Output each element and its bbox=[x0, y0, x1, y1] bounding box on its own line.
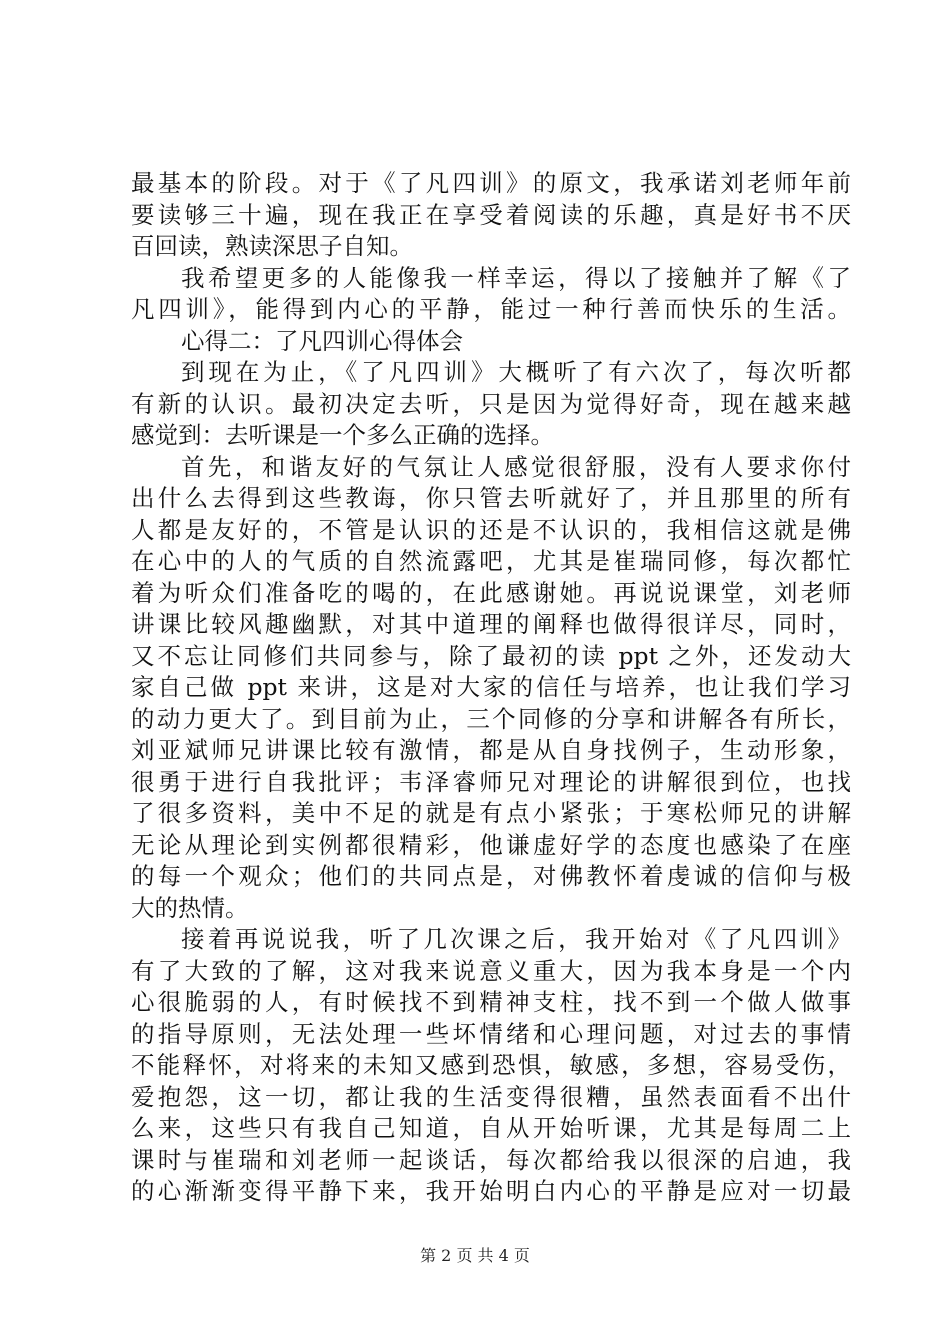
text-line: 接着再说说我，听了几次课之后，我开始对《了凡四训》 bbox=[181, 925, 851, 953]
text-line: 出什么去得到这些教诲，你只管去听就好了，并且那里的所有 bbox=[131, 484, 851, 512]
text-line: 的动力更大了。到目前为止，三个同修的分享和讲解各有所长， bbox=[131, 704, 851, 733]
text-line: 心很脆弱的人，有时候找不到精神支柱，找不到一个做人做事 bbox=[131, 988, 851, 1016]
text-line: 凡四训》，能得到内心的平静，能过一种行善而快乐的生活。 bbox=[131, 295, 851, 323]
text-line: 了很多资料，美中不足的就是有点小紧张；于寒松师兄的讲解 bbox=[131, 799, 851, 827]
text-line: 有了大致的了解，这对我来说意义重大，因为我本身是一个内 bbox=[131, 956, 851, 985]
page-number-footer: 第 2 页 共 4 页 bbox=[420, 1246, 530, 1265]
document-body bbox=[131, 168, 851, 1208]
text-line: 大的热情。 bbox=[131, 893, 249, 922]
text-line: 刘亚斌师兄讲课比较有激情，都是从自身找例子，生动形象， bbox=[131, 736, 851, 764]
text-line: 最基本的阶段。对于《了凡四训》的原文，我承诺刘老师年前 bbox=[131, 169, 851, 197]
text-line: 讲课比较风趣幽默，对其中道理的阐释也做得很详尽，同时， bbox=[131, 610, 851, 638]
text-line: 爱抱怨，这一切，都让我的生活变得很糟，虽然表面看不出什 bbox=[131, 1082, 851, 1111]
text-line: 人都是友好的，不管是认识的还是不认识的，我相信这就是佛 bbox=[131, 515, 851, 544]
text-line: 么来，这些只有我自己知道，自从开始听课，尤其是每周二上 bbox=[131, 1114, 851, 1142]
text-line: 很勇于进行自我批评；韦泽睿师兄对理论的讲解很到位，也找 bbox=[131, 767, 851, 796]
text-line: 在心中的人的气质的自然流露吧，尤其是崔瑞同修，每次都忙 bbox=[131, 547, 851, 575]
text-line: 家自己做 ppt 来讲，这是对大家的信任与培养，也让我们学习 bbox=[131, 673, 851, 701]
text-line: 课时与崔瑞和刘老师一起谈话，每次都给我以很深的启迪，我 bbox=[131, 1145, 851, 1174]
text-line: 百回读，熟读深思子自知。 bbox=[131, 232, 413, 260]
text-line: 的每一个观众；他们的共同点是，对佛教怀着虔诚的信仰与极 bbox=[131, 862, 851, 890]
text-line: 着为听众们准备吃的喝的，在此感谢她。再说说课堂，刘老师 bbox=[131, 578, 851, 607]
text-line: 我希望更多的人能像我一样幸运，得以了接触并了解《了 bbox=[181, 263, 851, 292]
text-line: 的指导原则，无法处理一些坏情绪和心理问题，对过去的事情 bbox=[131, 1019, 851, 1048]
text-line: 无论从理论到实例都很精彩，他谦虚好学的态度也感染了在座 bbox=[131, 830, 851, 859]
text-line: 感觉到：去听课是一个多么正确的选择。 bbox=[131, 421, 554, 449]
text-line: 到现在为止，《了凡四训》大概听了有六次了，每次听都 bbox=[181, 358, 851, 386]
text-line: 心得二：了凡四训心得体会 bbox=[181, 326, 463, 355]
text-line: 又不忘让同修们共同参与，除了最初的读 ppt 之外，还发动大 bbox=[131, 641, 851, 670]
text-line: 首先，和谐友好的气氛让人感觉很舒服，没有人要求你付 bbox=[181, 452, 851, 481]
text-line: 不能释怀，对将来的未知又感到恐惧，敏感，多想，容易受伤， bbox=[131, 1051, 851, 1079]
text-line: 要读够三十遍，现在我正在享受着阅读的乐趣，真是好书不厌 bbox=[131, 200, 851, 229]
text-line: 的心渐渐变得平静下来，我开始明白内心的平静是应对一切最 bbox=[131, 1177, 851, 1205]
text-line: 有新的认识。最初决定去听，只是因为觉得好奇，现在越来越 bbox=[131, 389, 851, 418]
